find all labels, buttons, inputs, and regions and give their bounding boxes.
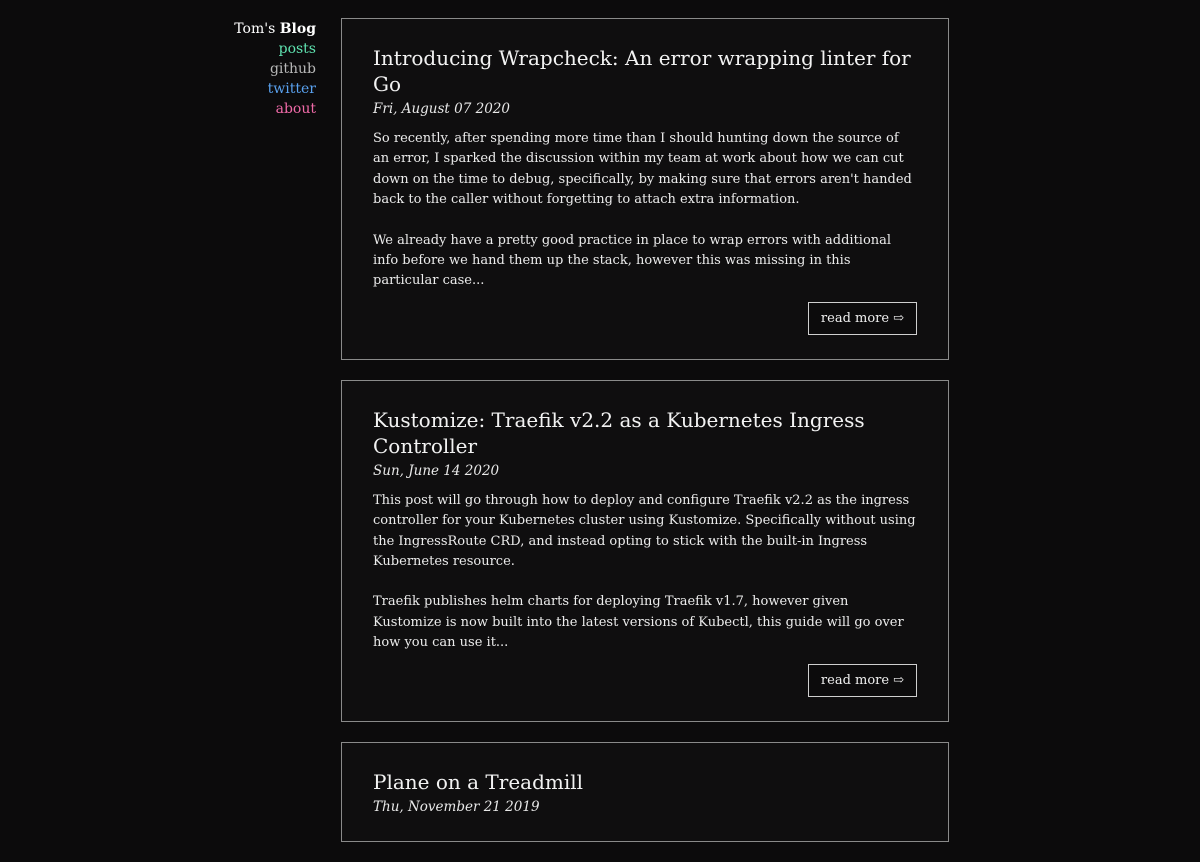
brand-bold: Blog (279, 21, 316, 37)
post-title[interactable]: Kustomize: Traefik v2.2 as a Kubernetes Ingress Controller (373, 407, 865, 458)
post-excerpt: This post will go through how to deploy and configure Traefik v2.2 as the ingress controller for your Kubernetes cluster using Kustomize. Specifically without using the IngressRoute CRD, and instead opting to stick with the built-in Ingress Kubernetes resource. (373, 492, 916, 570)
sidebar-nav (200, 19, 316, 119)
read-more-row (373, 302, 917, 335)
nav-link-about[interactable]: about (275, 101, 316, 117)
post-card (341, 742, 949, 842)
post-title[interactable]: Plane on a Treadmill (373, 769, 584, 794)
read-more-row (373, 664, 917, 697)
post-excerpt: We already have a pretty good practice in place to wrap errors with additional info before we hand them up the stack, however this was missing in this particular case... (373, 232, 892, 289)
read-more-button[interactable] (808, 302, 917, 335)
post-title[interactable]: Introducing Wrapcheck: An error wrapping linter for Go (373, 46, 911, 96)
read-more-label: read more (820, 310, 890, 326)
post-date: Thu, November 21 2019 (373, 798, 540, 815)
site-brand[interactable] (200, 19, 316, 39)
post-card (341, 18, 949, 360)
post-date: Sun, June 14 2020 (373, 462, 500, 479)
post-excerpt: Traefik publishes helm charts for deploying Traefik v1.7, however given Kustomize is now built into the latest versions of Kubectl, this guide will go over how you can use it... (373, 594, 904, 651)
post-date: Fri, August 07 2020 (373, 101, 510, 117)
nav-link-posts[interactable]: posts (278, 41, 316, 57)
arrow-right-icon: ⇨ (893, 310, 904, 326)
post-card (341, 380, 949, 722)
read-more-label: read more (820, 672, 890, 688)
arrow-right-icon: ⇨ (893, 672, 904, 688)
brand-prefix: Tom's (234, 21, 280, 37)
posts-list (341, 18, 949, 862)
read-more-button[interactable] (808, 664, 917, 697)
nav-link-github[interactable]: github (269, 61, 316, 77)
post-excerpt: So recently, after spending more time than I should hunting down the source of an error, I sparked the discussion within my team at work about how we can cut down on the time to debug, specifically, by making sure that errors aren't handed back to the caller without forgetting to attach extra information. (373, 131, 912, 208)
nav-link-twitter[interactable]: twitter (267, 81, 316, 97)
